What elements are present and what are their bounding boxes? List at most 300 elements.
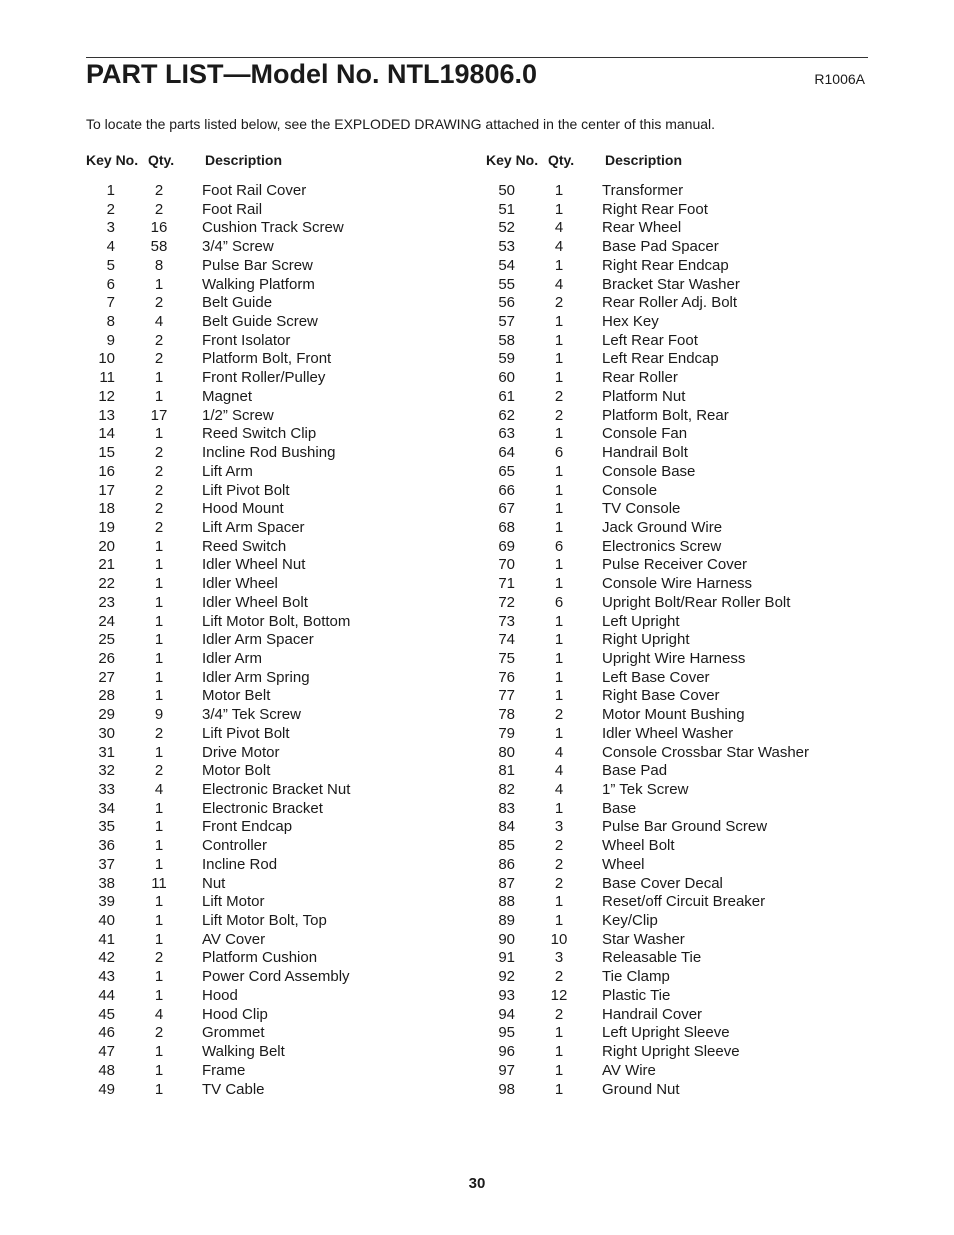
part-quantity: 2	[554, 837, 564, 855]
part-key-number: 1	[106, 182, 115, 199]
part-quantity: 1	[554, 313, 564, 331]
part-description: Pulse Receiver Cover	[602, 556, 748, 574]
table-row	[86, 219, 486, 238]
part-description: Pulse Bar Screw	[202, 256, 313, 274]
part-key-number: 32	[98, 762, 115, 780]
part-quantity: 1	[154, 799, 164, 817]
table-row	[86, 425, 486, 444]
table-row	[486, 818, 886, 837]
part-description: Electronics Screw	[602, 537, 722, 555]
parts-rows-left	[86, 182, 486, 1099]
part-key-number: 63	[498, 425, 515, 443]
part-key-number: 38	[98, 874, 115, 892]
part-quantity: 2	[154, 481, 164, 499]
part-quantity: 1	[554, 369, 564, 387]
part-description: Front Roller/Pulley	[202, 369, 326, 387]
part-key-number: 75	[498, 649, 515, 667]
part-quantity: 1	[554, 256, 564, 274]
part-description: Drive Motor	[202, 743, 280, 761]
part-description: Console Base	[602, 462, 696, 480]
table-row	[486, 219, 886, 238]
part-quantity: 2	[154, 200, 164, 218]
table-row	[86, 669, 486, 688]
part-key-number: 73	[498, 612, 515, 630]
part-quantity: 2	[154, 331, 164, 349]
table-row	[86, 182, 486, 201]
part-quantity: 1	[154, 649, 164, 667]
part-key-number: 44	[98, 986, 115, 1004]
table-row	[486, 800, 886, 819]
part-quantity: 2	[154, 949, 164, 967]
part-key-number: 19	[98, 518, 115, 536]
table-row	[486, 313, 886, 332]
part-quantity: 1	[154, 612, 164, 630]
table-row	[86, 407, 486, 426]
part-quantity: 1	[154, 1061, 164, 1079]
part-key-number: 46	[98, 1024, 115, 1042]
part-key-number: 42	[98, 949, 115, 967]
part-description: Grommet	[202, 1024, 265, 1042]
part-key-number: 40	[98, 912, 115, 930]
part-key-number: 3	[106, 219, 115, 237]
intro-text: To locate the parts listed below, see the EXPLODED DRAWING attached in the center of this manual.	[86, 116, 716, 132]
table-row	[86, 575, 486, 594]
part-quantity: 1	[554, 1024, 564, 1042]
part-key-number: 26	[98, 649, 115, 667]
table-row	[486, 482, 886, 501]
table-row	[486, 575, 886, 594]
table-row	[486, 613, 886, 632]
part-quantity: 8	[154, 256, 164, 274]
part-key-number: 27	[98, 668, 115, 686]
part-description: Frame	[202, 1061, 246, 1079]
part-key-number: 14	[98, 425, 115, 443]
part-key-number: 79	[498, 724, 515, 742]
page-title: PART LIST—Model No. NTL19806.0	[86, 59, 538, 89]
part-description: Handrail Bolt	[602, 444, 688, 462]
part-description: Upright Wire Harness	[602, 649, 746, 667]
part-key-number: 61	[498, 387, 515, 405]
part-description: Foot Rail Cover	[202, 182, 307, 199]
part-description: Reset/off Circuit Breaker	[602, 893, 766, 911]
part-key-number: 84	[498, 818, 515, 836]
part-key-number: 53	[498, 238, 515, 256]
part-quantity: 1	[154, 387, 164, 405]
part-key-number: 59	[498, 350, 515, 368]
table-row	[86, 949, 486, 968]
part-description: TV Console	[602, 500, 681, 518]
table-row	[486, 556, 886, 575]
table-row	[86, 1043, 486, 1062]
table-row	[86, 781, 486, 800]
part-quantity: 1	[554, 575, 564, 593]
part-description: Tie Clamp	[602, 968, 670, 986]
table-row	[486, 369, 886, 388]
part-quantity: 3	[554, 949, 564, 967]
part-quantity: 10	[550, 930, 568, 948]
part-quantity: 1	[154, 593, 164, 611]
part-description: Console Wire Harness	[602, 575, 753, 593]
part-quantity: 1	[554, 200, 564, 218]
part-key-number: 11	[99, 369, 115, 387]
part-key-number: 66	[498, 481, 515, 499]
part-quantity: 1	[154, 986, 164, 1004]
part-description: Wheel	[602, 855, 645, 873]
table-row	[86, 968, 486, 987]
part-quantity: 1	[154, 687, 164, 705]
table-row	[486, 1024, 886, 1043]
part-key-number: 21	[98, 556, 115, 574]
part-description: Lift Pivot Bolt	[202, 724, 290, 742]
table-row	[486, 669, 886, 688]
table-row	[86, 818, 486, 837]
part-key-number: 92	[498, 968, 515, 986]
part-description: Key/Clip	[602, 912, 658, 930]
part-key-number: 36	[98, 837, 115, 855]
table-row	[86, 1006, 486, 1025]
part-description: Left Base Cover	[602, 668, 710, 686]
part-key-number: 4	[106, 238, 115, 256]
document-code: R1006A	[814, 71, 865, 87]
table-row	[86, 744, 486, 763]
part-description: Right Rear Endcap	[602, 256, 729, 274]
part-description: Idler Wheel Nut	[202, 556, 306, 574]
table-row	[86, 350, 486, 369]
part-quantity: 4	[154, 313, 164, 331]
part-quantity: 9	[154, 706, 164, 724]
part-key-number: 69	[498, 537, 515, 555]
header-rule	[86, 57, 868, 58]
table-row	[486, 350, 886, 369]
part-description: Lift Arm Spacer	[202, 518, 305, 536]
part-key-number: 52	[498, 219, 515, 237]
part-description: Base Cover Decal	[602, 874, 723, 892]
part-key-number: 2	[106, 200, 115, 218]
part-description: Incline Rod Bushing	[202, 444, 336, 462]
part-quantity: 2	[554, 1005, 564, 1023]
part-quantity: 2	[154, 444, 164, 462]
table-row	[86, 313, 486, 332]
part-key-number: 8	[106, 313, 115, 331]
part-key-number: 23	[98, 593, 115, 611]
part-quantity: 1	[554, 799, 564, 817]
table-row	[86, 538, 486, 557]
table-row	[486, 781, 886, 800]
part-quantity: 1	[554, 1080, 564, 1098]
part-quantity: 2	[554, 855, 564, 873]
part-quantity: 1	[554, 893, 564, 911]
part-quantity: 1	[154, 968, 164, 986]
table-row	[86, 276, 486, 295]
part-quantity: 1	[154, 930, 164, 948]
part-key-number: 10	[98, 350, 115, 368]
part-description: Console Crossbar Star Washer	[602, 743, 810, 761]
part-key-number: 91	[498, 949, 515, 967]
table-row	[86, 650, 486, 669]
table-row	[486, 332, 886, 351]
part-description: Power Cord Assembly	[202, 968, 350, 986]
table-row	[486, 201, 886, 220]
part-description: 1/2” Screw	[202, 406, 274, 424]
part-description: Idler Wheel	[202, 575, 278, 593]
table-row	[86, 931, 486, 950]
part-key-number: 94	[498, 1005, 515, 1023]
table-row	[486, 837, 886, 856]
part-description: AV Wire	[602, 1061, 656, 1079]
part-key-number: 50	[498, 182, 515, 199]
part-key-number: 71	[498, 575, 515, 593]
part-quantity: 58	[150, 238, 168, 256]
part-description: Lift Motor Bolt, Top	[202, 912, 327, 930]
part-quantity: 11	[151, 874, 167, 892]
table-row	[486, 407, 886, 426]
table-row	[86, 800, 486, 819]
table-row	[86, 238, 486, 257]
part-description: Hood Clip	[202, 1005, 268, 1023]
table-row	[86, 257, 486, 276]
part-key-number: 57	[498, 313, 515, 331]
table-row	[486, 519, 886, 538]
part-quantity: 2	[154, 762, 164, 780]
part-description: Motor Bolt	[202, 762, 271, 780]
part-description: Walking Platform	[202, 275, 315, 293]
part-key-number: 78	[498, 706, 515, 724]
part-quantity: 1	[154, 275, 164, 293]
part-key-number: 95	[498, 1024, 515, 1042]
part-quantity: 1	[554, 182, 564, 199]
part-key-number: 76	[498, 668, 515, 686]
part-quantity: 2	[554, 387, 564, 405]
part-description: 3/4” Screw	[202, 238, 274, 256]
table-row	[486, 931, 886, 950]
part-description: Right Upright Sleeve	[602, 1043, 740, 1061]
part-key-number: 17	[98, 481, 115, 499]
part-description: Reed Switch	[202, 537, 287, 555]
table-row	[486, 687, 886, 706]
table-row	[86, 482, 486, 501]
table-row	[486, 444, 886, 463]
table-row	[86, 893, 486, 912]
part-quantity: 1	[154, 893, 164, 911]
part-description: Wheel Bolt	[602, 837, 675, 855]
part-quantity: 2	[554, 706, 564, 724]
column-header-key: Key No.	[86, 152, 139, 168]
part-quantity: 2	[154, 182, 164, 199]
table-row	[486, 1006, 886, 1025]
part-description: AV Cover	[202, 930, 266, 948]
part-key-number: 86	[498, 855, 515, 873]
parts-rows-right	[486, 182, 886, 1099]
part-key-number: 72	[498, 593, 515, 611]
part-key-number: 22	[98, 575, 115, 593]
part-key-number: 60	[498, 369, 515, 387]
part-quantity: 1	[154, 1080, 164, 1098]
part-description: Electronic Bracket	[202, 799, 323, 817]
part-quantity: 6	[554, 537, 564, 555]
column-header-key: Key No.	[486, 152, 539, 168]
part-description: Right Rear Foot	[602, 200, 708, 218]
part-key-number: 49	[98, 1080, 115, 1098]
part-description: Platform Bolt, Rear	[602, 406, 729, 424]
part-description: Ground Nut	[602, 1080, 680, 1098]
table-row	[486, 276, 886, 295]
table-row	[86, 369, 486, 388]
part-description: Star Washer	[602, 930, 685, 948]
part-key-number: 7	[106, 294, 115, 312]
part-key-number: 34	[98, 799, 115, 817]
part-quantity: 1	[154, 556, 164, 574]
part-description: Motor Belt	[202, 687, 271, 705]
part-description: Magnet	[202, 387, 253, 405]
part-key-number: 81	[498, 762, 515, 780]
part-description: Rear Roller Adj. Bolt	[602, 294, 738, 312]
part-key-number: 93	[498, 986, 515, 1004]
part-quantity: 1	[154, 575, 164, 593]
part-quantity: 6	[554, 444, 564, 462]
part-description: Electronic Bracket Nut	[202, 781, 351, 798]
part-quantity: 2	[554, 968, 564, 986]
part-quantity: 6	[554, 593, 564, 611]
table-row	[486, 257, 886, 276]
part-key-number: 37	[98, 855, 115, 873]
part-key-number: 90	[498, 930, 515, 948]
part-description: Front Endcap	[202, 818, 293, 836]
parts-table-right	[486, 152, 886, 1098]
part-key-number: 87	[498, 874, 515, 892]
part-quantity: 2	[154, 500, 164, 518]
table-row	[86, 444, 486, 463]
part-key-number: 48	[98, 1061, 115, 1079]
part-quantity: 1	[154, 818, 164, 836]
part-description: Belt Guide	[202, 294, 273, 312]
part-key-number: 9	[106, 331, 115, 349]
part-key-number: 33	[98, 781, 115, 798]
part-description: Platform Bolt, Front	[202, 350, 332, 368]
part-description: Plastic Tie	[602, 986, 671, 1004]
part-key-number: 12	[98, 387, 115, 405]
part-description: TV Cable	[202, 1080, 265, 1098]
part-description: Hex Key	[602, 313, 659, 331]
part-description: Base	[602, 799, 637, 817]
part-quantity: 4	[154, 781, 164, 798]
part-quantity: 1	[154, 631, 164, 649]
part-description: Base Pad	[602, 762, 668, 780]
part-quantity: 4	[554, 743, 564, 761]
part-key-number: 6	[106, 275, 115, 293]
part-quantity: 1	[154, 743, 164, 761]
part-quantity: 2	[554, 294, 564, 312]
part-description: Console Fan	[602, 425, 688, 443]
part-description: Hood Mount	[202, 500, 284, 518]
part-key-number: 88	[498, 893, 515, 911]
part-key-number: 64	[498, 444, 515, 462]
part-key-number: 65	[498, 462, 515, 480]
table-row	[486, 631, 886, 650]
part-key-number: 35	[98, 818, 115, 836]
table-row	[86, 556, 486, 575]
part-description: Idler Wheel Washer	[602, 724, 734, 742]
table-row	[86, 875, 486, 894]
table-row	[86, 706, 486, 725]
table-row	[486, 182, 886, 201]
table-row	[86, 856, 486, 875]
part-key-number: 97	[498, 1061, 515, 1079]
table-row	[486, 594, 886, 613]
part-key-number: 89	[498, 912, 515, 930]
part-key-number: 24	[98, 612, 115, 630]
part-quantity: 1	[154, 912, 164, 930]
part-description: Idler Arm Spacer	[202, 631, 314, 649]
part-description: Foot Rail	[202, 200, 263, 218]
part-description: Idler Arm	[202, 649, 263, 667]
table-row	[486, 949, 886, 968]
part-description: Left Rear Endcap	[602, 350, 719, 368]
part-description: Cushion Track Screw	[202, 219, 344, 237]
part-key-number: 43	[98, 968, 115, 986]
table-row	[86, 912, 486, 931]
part-key-number: 98	[498, 1080, 515, 1098]
part-key-number: 18	[98, 500, 115, 518]
part-quantity: 4	[554, 219, 564, 237]
part-key-number: 80	[498, 743, 515, 761]
part-quantity: 1	[554, 331, 564, 349]
part-description: 3/4” Tek Screw	[202, 706, 301, 724]
table-header	[486, 152, 886, 172]
part-key-number: 62	[498, 406, 515, 424]
part-key-number: 13	[98, 406, 115, 424]
part-quantity: 4	[554, 762, 564, 780]
part-key-number: 68	[498, 518, 515, 536]
part-key-number: 20	[98, 537, 115, 555]
table-row	[86, 613, 486, 632]
table-header	[86, 152, 486, 172]
part-key-number: 41	[98, 930, 115, 948]
table-row	[86, 594, 486, 613]
column-header-qty: Qty.	[148, 152, 175, 168]
part-key-number: 28	[98, 687, 115, 705]
table-row	[486, 650, 886, 669]
part-key-number: 51	[498, 200, 515, 218]
part-key-number: 77	[498, 687, 515, 705]
part-quantity: 1	[154, 1043, 164, 1061]
table-row	[486, 1081, 886, 1100]
part-description: Belt Guide Screw	[202, 313, 318, 331]
page-number: 30	[468, 1175, 486, 1192]
part-quantity: 1	[554, 462, 564, 480]
part-key-number: 55	[498, 275, 515, 293]
table-row	[486, 425, 886, 444]
part-description: Console	[602, 481, 658, 499]
part-description: Right Base Cover	[602, 687, 720, 705]
part-quantity: 1	[554, 350, 564, 368]
part-quantity: 2	[154, 724, 164, 742]
part-quantity: 2	[154, 294, 164, 312]
part-quantity: 1	[154, 668, 164, 686]
part-description: Walking Belt	[202, 1043, 285, 1061]
part-quantity: 1	[554, 1061, 564, 1079]
table-row	[86, 687, 486, 706]
part-key-number: 45	[98, 1005, 115, 1023]
part-description: Releasable Tie	[602, 949, 702, 967]
part-quantity: 4	[554, 781, 564, 798]
part-key-number: 74	[498, 631, 515, 649]
table-row	[86, 519, 486, 538]
part-description: Right Upright	[602, 631, 690, 649]
column-header-description: Description	[605, 152, 683, 168]
part-description: Lift Pivot Bolt	[202, 481, 290, 499]
table-row	[86, 1081, 486, 1100]
table-row	[486, 893, 886, 912]
